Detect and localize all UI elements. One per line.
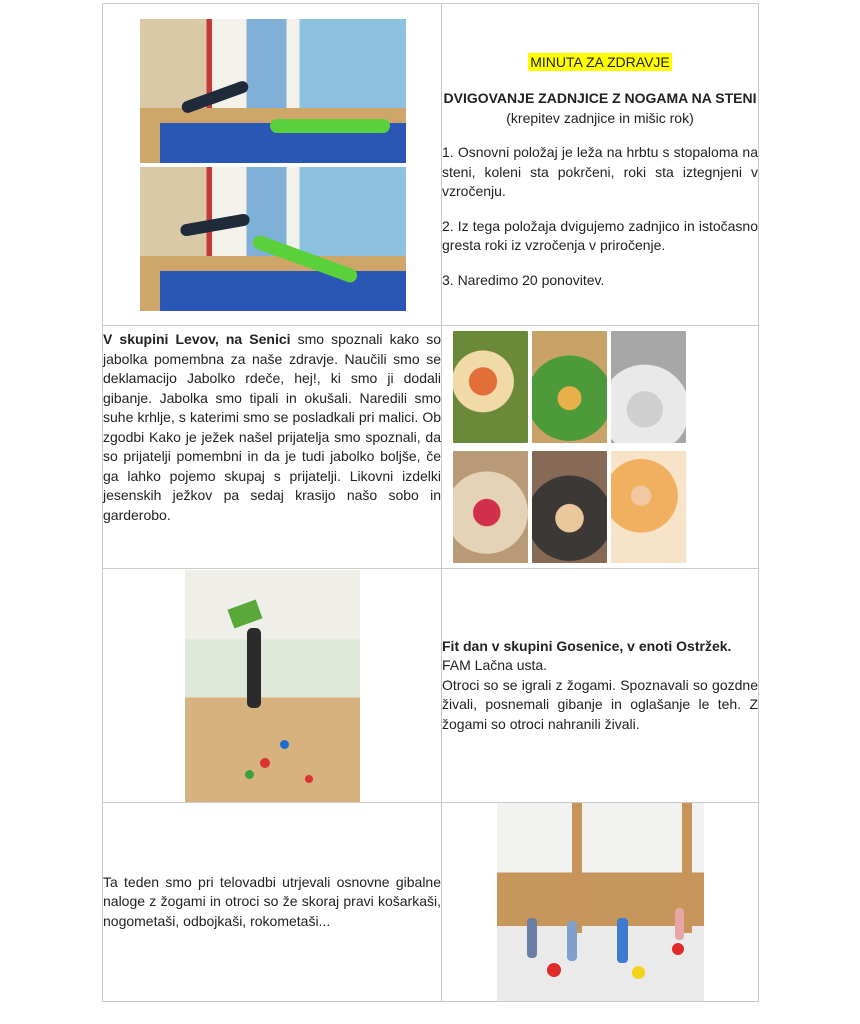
exercise-photos-cell: [103, 4, 442, 326]
exercise-step: 2. Iz tega položaja dvigujemo zadnjico in istočasno gresta roki iz vzročenja v priročenje.: [442, 217, 758, 254]
gosenice-paragraph: Otroci so se igrali z žogami. Spoznavali so gozdne živali, posnemali gibanje in oglašanje le teh. Z žogami so otroci nahranili živali.: [442, 676, 758, 732]
table-row: [103, 326, 759, 569]
content-table: [102, 3, 759, 1002]
telovadba-text-cell: [103, 803, 442, 1002]
exercise-subtitle: (krepitev zadnjice in mišic rok): [506, 109, 694, 126]
exercise-title: DVIGOVANJE ZADNJICE Z NOGAMA NA STENI: [443, 90, 757, 107]
table-row: [103, 4, 759, 326]
exercise-text-cell: [442, 4, 759, 326]
exercise-step: 1. Osnovni položaj je leža na hrbtu s stopaloma na steni, koleni sta pokrčeni, roki sta iztegnjeni v vzročenju.: [442, 144, 758, 200]
levov-paragraph: smo spoznali kako so jabolka pomembna za naše zdravje. Naučili smo se deklamacijo Jabolko rdeče, hej!, ki smo ji dodali gibanje. Jabolka smo tipali in okušali. Naredili smo suhe krhlje, s katerimi smo se posladkali pri malici. Ob zgodbi Kako je ježek našel prijatelja smo spoznali, da so prijatelji pomembni in da je tudi jabolko boljše, če ga lahko pojemo skupaj s prijatelji. Likovni izdelki jesenskih ježkov pa sedaj krasijo našo sobo in garderobo.: [103, 331, 441, 523]
telovadba-paragraph: Ta teden smo pri telovadbi utrjevali osnovne gibalne naloge z žogami in otroci so že skoraj pravi košarkaši, nogometaši, odbojkaši, rokometaši...: [103, 873, 441, 929]
telovadba-photo-cell: [442, 803, 759, 1002]
photo-tile: [453, 331, 528, 443]
photo-tile: [532, 331, 607, 443]
exercise-photo-start: [140, 19, 406, 163]
photo-tile: [611, 331, 686, 443]
photo-tile: [532, 451, 607, 563]
table-row: [103, 803, 759, 1002]
levov-text-cell: [103, 326, 442, 569]
exercise-photo-lifted: [140, 167, 406, 311]
exercise-step: 3. Naredimo 20 ponovitev.: [442, 271, 605, 288]
gym-hall-photo: [497, 803, 704, 1001]
table-row: [103, 569, 759, 803]
levov-group-name: V skupini Levov, na Senici: [103, 331, 291, 347]
gosenice-title: Fit dan v skupini Gosenice, v enoti Ostržek.: [442, 637, 732, 654]
levov-photos-cell: [442, 326, 759, 569]
classroom-photo: [185, 570, 360, 802]
gosenice-photo-cell: [103, 569, 442, 803]
photo-tile: [611, 451, 686, 563]
section-highlight: MINUTA ZA ZDRAVJE: [530, 53, 670, 70]
gosenice-subtitle: FAM Lačna usta.: [442, 657, 548, 674]
gosenice-text-cell: [442, 569, 759, 803]
photo-tile: [453, 451, 528, 563]
photo-mosaic: [453, 331, 758, 563]
